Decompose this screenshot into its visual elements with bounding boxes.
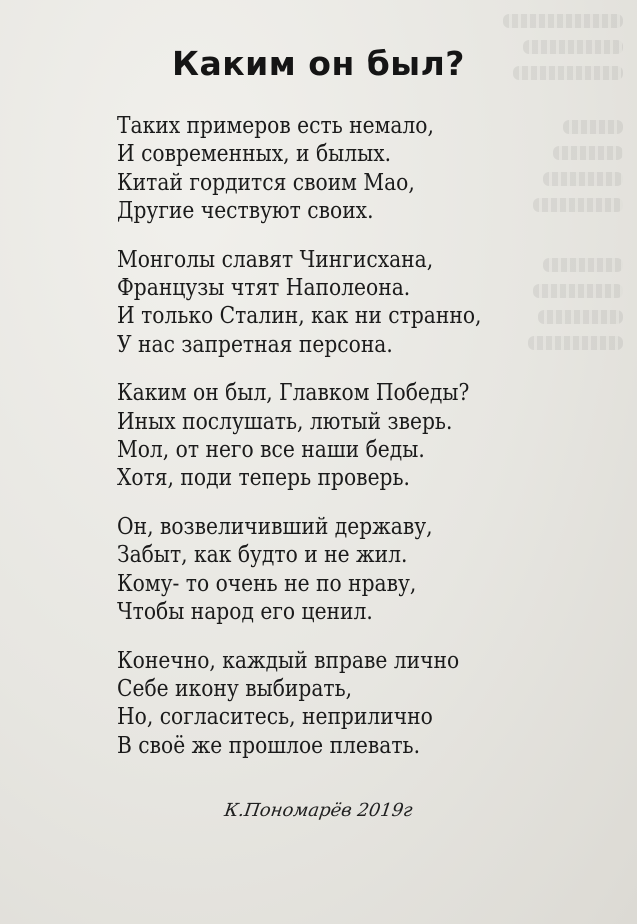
stanza-1: [117, 112, 597, 226]
poem-line: Он, возвеличивший державу,: [117, 513, 433, 540]
poem-line: Кому- то очень не по нраву,: [117, 570, 417, 597]
poem-line: Себе икону выбирать,: [117, 675, 353, 702]
poem-line: Забыт, как будто и не жил.: [117, 542, 408, 569]
stanza-4: [117, 513, 597, 627]
poem-line: И современных, и былых.: [117, 141, 392, 168]
author-signature: К.Пономарёв 2019г: [223, 800, 414, 821]
poem-line: Китай гордится своим Мао,: [117, 169, 415, 196]
poem-line: Хотя, поди теперь проверь.: [117, 465, 410, 492]
poem-line: Конечно, каждый вправе лично: [117, 647, 460, 674]
poem-line: Французы чтят Наполеона.: [117, 275, 411, 302]
poem-line: Чтобы народ его ценил.: [117, 599, 373, 626]
poem-line: Каким он был, Главком Победы?: [117, 380, 470, 407]
poem-line: Монголы славят Чингисхана,: [117, 246, 434, 273]
poem-line: Другие чествуют своих.: [117, 198, 374, 225]
stanza-5: [117, 647, 597, 761]
poem-line: В своё же прошлое плевать.: [117, 732, 421, 759]
poem-line: Иных послушать, лютый зверь.: [117, 408, 453, 435]
poem-line: Таких примеров есть немало,: [117, 113, 434, 139]
poem-line: И только Сталин, как ни странно,: [117, 303, 482, 330]
poem-title: Каким он был?: [172, 44, 465, 83]
stanza-3: [117, 379, 597, 493]
poem-line: У нас запретная персона.: [117, 331, 393, 358]
poem-line: Но, согласитесь, неприлично: [117, 704, 433, 731]
poem-body: [117, 112, 597, 780]
stanza-2: [117, 246, 597, 360]
poem-line: Мол, от него все наши беды.: [117, 437, 425, 464]
